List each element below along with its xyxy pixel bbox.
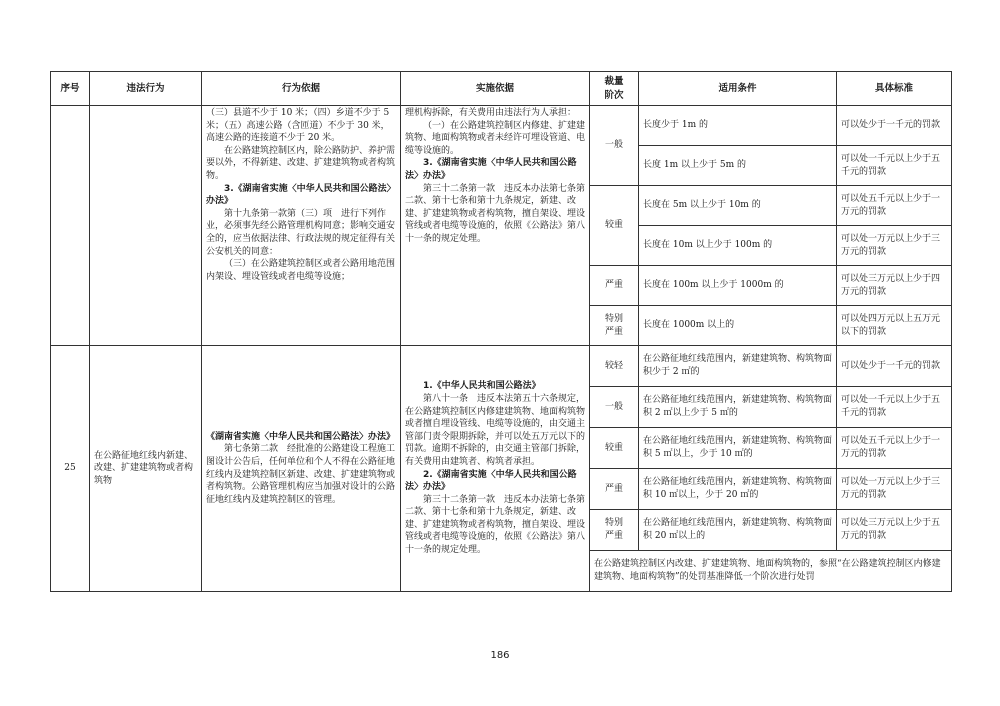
level-cell: 特别 严重 — [590, 510, 639, 551]
law-title: 2.《湖南省实施〈中华人民共和国公路法〉办法》 — [405, 469, 577, 493]
condition-cell: 在公路征地红线范围内，新建建筑物、构筑物面积 5 ㎡以上，少于 10 ㎡的 — [639, 428, 837, 469]
header-standard: 具体标准 — [837, 72, 952, 106]
condition-cell: 长度 1m 以上少于 5m 的 — [639, 146, 837, 186]
basis-cell — [202, 106, 401, 346]
regulation-table — [50, 71, 952, 592]
law-title: 《湖南省实施〈中华人民共和国公路法〉办法》 — [206, 431, 396, 442]
header-basis: 行为依据 — [202, 72, 401, 106]
paragraph: （三）县道不少于 10 米；（四）乡道不少于 5 米；（五）高速公路（含匝道）不少于 30 米，高速公路的连接道不少于 20 米。 — [206, 108, 390, 144]
paragraph: 第七条第二款 经批准的公路建设工程施工图设计公告后，任何单位和个人不得在公路征地红线内及建筑控制区新建、改建、扩建建筑物或者构筑物。公路管理机构应当加强对设计的公路征地红线内及建筑控制区的管理。 — [206, 444, 396, 505]
basis-cell — [202, 346, 401, 592]
table-row — [51, 106, 952, 146]
law-title: 1.《中华人民共和国公路法》 — [423, 381, 541, 392]
standard-cell: 可以处一万元以上少于三万元的罚款 — [837, 469, 952, 510]
level-cell: 较重 — [590, 428, 639, 469]
standard-cell: 可以处一千元以上少于五千元的罚款 — [837, 146, 952, 186]
standard-cell: 可以处一千元以上少于五千元的罚款 — [837, 387, 952, 428]
implementation-cell — [401, 346, 590, 592]
law-title: 3.《湖南省实施〈中华人民共和国公路法〉办法》 — [206, 183, 396, 207]
condition-cell: 长度在 10m 以上少于 100m 的 — [639, 226, 837, 266]
implementation-cell — [401, 106, 590, 346]
standard-cell: 可以处三万元以上少于四万元的罚款 — [837, 266, 952, 306]
seq-cell — [51, 106, 90, 346]
paragraph: （三）在公路建筑控制区或者公路用地范围内架设、埋设管线或者电缆等设施； — [206, 259, 396, 282]
level-cell: 一般 — [590, 387, 639, 428]
header-level: 裁量 阶次 — [590, 72, 639, 106]
level-cell: 严重 — [590, 469, 639, 510]
header-implementation: 实施依据 — [401, 72, 590, 106]
standard-cell: 可以处四万元以上五万元以下的罚款 — [837, 306, 952, 346]
condition-cell: 在公路征地红线范围内，新建建筑物、构筑物面积少于 2 ㎡的 — [639, 346, 837, 387]
paragraph: 第三十二条第一款 违反本办法第七条第二款、第十七条和第十九条规定，新建、改建、扩建建筑物或者构筑物，擅自架设、埋设管线或者电缆等设施的，依照《公路法》第八十一条的规定处理。 — [405, 183, 586, 244]
header-condition: 适用条件 — [639, 72, 837, 106]
condition-cell: 在公路征地红线范围内，新建建筑物、构筑物面积 10 ㎡以上，少于 20 ㎡的 — [639, 469, 837, 510]
condition-cell: 长度在 1000m 以上的 — [639, 306, 837, 346]
standard-cell: 可以处少于一千元的罚款 — [837, 106, 952, 146]
violation-cell — [90, 106, 202, 346]
level-cell: 较轻 — [590, 346, 639, 387]
header-violation: 违法行为 — [90, 72, 202, 106]
standard-cell: 可以处五千元以上少于一万元的罚款 — [837, 428, 952, 469]
page-number: 186 — [490, 650, 510, 661]
level-cell: 较重 — [590, 186, 639, 266]
paragraph: （一）在公路建筑控制区内修建、扩建建筑物、地面构筑物或者未经许可埋设管道、电缆等设施的。 — [405, 120, 586, 156]
condition-cell: 长度在 100m 以上少于 1000m 的 — [639, 266, 837, 306]
condition-cell: 长度少于 1m 的 — [639, 106, 837, 146]
paragraph: 第八十一条 违反本法第五十六条规定，在公路建筑控制区内修建建筑物、地面构筑物或者擅自埋设管线、电缆等设施的，由交通主管部门责令限期拆除，并可以处五万元以下的罚款。逾期不拆除的，由交通主管部门拆除，有关费用由建筑者、构筑者承担。 — [405, 393, 586, 467]
table-row — [51, 346, 952, 387]
seq-cell: 25 — [51, 346, 90, 592]
level-cell: 一般 — [590, 106, 639, 186]
standard-cell: 可以处少于一千元的罚款 — [837, 346, 952, 387]
condition-cell: 在公路征地红线范围内，新建建筑物、构筑物面积 20 ㎡以上的 — [639, 510, 837, 551]
paragraph: 第三十二条第一款 违反本办法第七条第二款、第十七条和第十九条规定，新建、改建、扩建建筑物或者构筑物，擅自架设、埋设管线或者电缆等设施的，依照《公路法》第八十一条的规定处理。 — [405, 494, 586, 556]
standard-cell: 可以处一万元以上少于三万元的罚款 — [837, 226, 952, 266]
paragraph: 在公路建筑控制区内，除公路防护、养护需要以外，不得新建、改建、扩建建筑物或者构筑物。 — [206, 145, 396, 181]
standard-cell: 可以处五千元以上少于一万元的罚款 — [837, 186, 952, 226]
paragraph: 理机构拆除，有关费用由违法行为人承担： — [405, 108, 577, 118]
level-cell: 严重 — [590, 266, 639, 306]
condition-cell: 长度在 5m 以上少于 10m 的 — [639, 186, 837, 226]
law-title: 3.《湖南省实施〈中华人民共和国公路法〉办法》 — [405, 158, 577, 181]
standard-cell: 可以处三万元以上少于五万元的罚款 — [837, 510, 952, 551]
violation-cell: 在公路征地红线内新建、改建、扩建建筑物或者构筑物 — [90, 346, 202, 592]
header-seq: 序号 — [51, 72, 90, 106]
condition-cell: 在公路征地红线范围内，新建建筑物、构筑物面积 2 ㎡以上少于 5 ㎡的 — [639, 387, 837, 428]
header-row — [51, 72, 952, 106]
level-cell: 特别 严重 — [590, 306, 639, 346]
paragraph: 第十九条第一款第（三）项 进行下列作业，必须事先经公路管理机构同意；影响交通安全的，应当依据法律、行政法规的规定征得有关公安机关的同意： — [206, 208, 396, 257]
note-cell: 在公路建筑控制区内改建、扩建建筑物、地面构筑物的，参照“在公路建筑控制区内修建建筑物、地面构筑物”的处罚基准降低一个阶次进行处罚 — [590, 551, 952, 592]
